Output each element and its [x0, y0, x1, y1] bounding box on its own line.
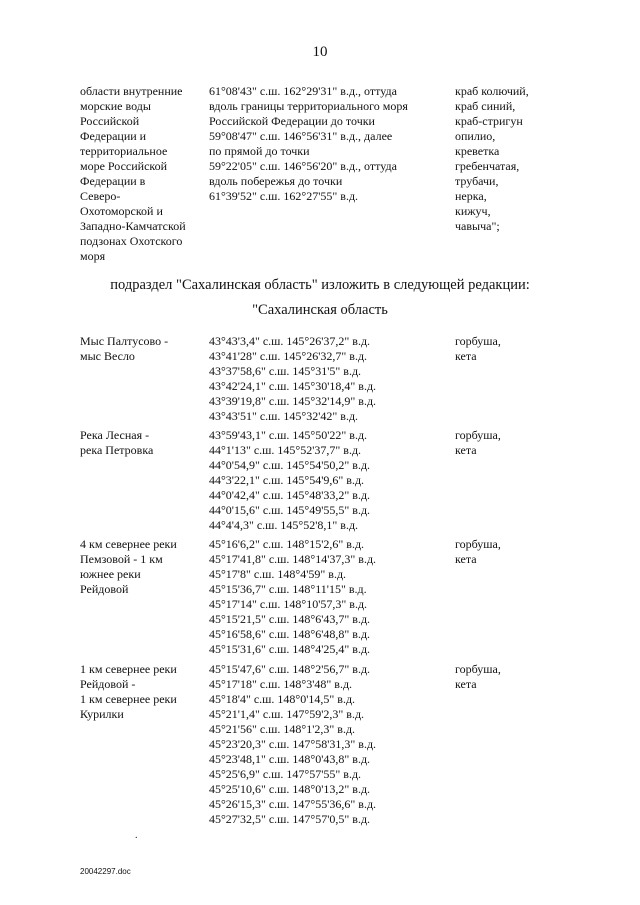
coord-line: по прямой до точки [209, 144, 310, 158]
footer-filename: 20042297.doc [80, 867, 131, 876]
coords-cell [209, 334, 376, 424]
area-line: Российской [80, 114, 140, 128]
species-cell [455, 334, 501, 364]
coord-line: 45°25'6,9" с.ш. 147°57'55" в.д. [209, 767, 362, 781]
coord-line: 43°43'3,4" с.ш. 145°26'37,2" в.д. [209, 334, 371, 348]
coord-line: 43°41'28" с.ш. 145°26'32,7" в.д. [209, 349, 368, 363]
coord-line: 44°0'15,6" с.ш. 145°49'55,5" в.д. [209, 503, 371, 517]
area-line: Охотоморской и [80, 204, 163, 218]
coord-line: вдоль границы территориального моря [209, 99, 408, 113]
area-cell [80, 334, 168, 364]
area-line: море Российской [80, 159, 168, 173]
area-line: 4 км севернее реки [80, 537, 177, 551]
coord-line: 45°17'41,8" с.ш. 148°14'37,3" в.д. [209, 552, 377, 566]
coord-line: 45°18'4" с.ш. 148°0'14,5" в.д. [209, 692, 356, 706]
coord-line: вдоль побережья до точки [209, 174, 343, 188]
section-title: "Сахалинская область [252, 302, 388, 318]
area-line: Рейдовой [80, 582, 129, 596]
area-line: морские воды [80, 99, 151, 113]
coords-cell [209, 428, 370, 533]
coord-line: 44°0'54,9" с.ш. 145°54'50,2" в.д. [209, 458, 371, 472]
coord-line: 45°21'56" с.ш. 148°1'2,3" в.д. [209, 722, 356, 736]
coord-line: 45°15'21,5" с.ш. 148°6'43,7" в.д. [209, 612, 371, 626]
species-cell [455, 662, 501, 692]
area-line: Курилки [80, 707, 124, 721]
area-line: области внутренние [80, 84, 183, 98]
coord-line: 44°3'22,1" с.ш. 145°54'9,6" в.д. [209, 473, 365, 487]
species-line: гребенчатая, [455, 159, 520, 173]
species-line: краб колючий, [455, 84, 529, 98]
species-cell [455, 537, 501, 567]
coord-line: 45°16'58,6" с.ш. 148°6'48,8" в.д. [209, 627, 371, 641]
area-line: Мыс Палтусово - [80, 334, 169, 348]
coord-line: 59°08'47" с.ш. 146°56'31" в.д., далее [209, 129, 393, 143]
species-line: нерка, [455, 189, 487, 203]
coord-line: 43°39'19,8" с.ш. 145°32'14,9" в.д. [209, 394, 377, 408]
coord-line: 45°21'1,4" с.ш. 147°59'2,3" в.д. [209, 707, 365, 721]
area-line: 1 км севернее реки [80, 662, 177, 676]
area-line: Северо- [80, 189, 121, 203]
species-line: трубачи, [455, 174, 499, 188]
area-line: Федерации в [80, 174, 146, 188]
coord-line: 44°0'42,4" с.ш. 145°48'33,2" в.д. [209, 488, 371, 502]
amendment-intro: подраздел "Сахалинская область" изложить в следующей редакции: [110, 277, 530, 293]
coord-line: 43°42'24,1" с.ш. 145°30'18,4" в.д. [209, 379, 377, 393]
top-area-cell [80, 84, 186, 264]
coords-cell [209, 662, 376, 827]
area-line: 1 км севернее реки [80, 692, 177, 706]
coord-line: 45°23'48,1" с.ш. 148°0'43,8" в.д. [209, 752, 371, 766]
species-line: креветка [455, 144, 500, 158]
area-line: Река Лесная - [80, 428, 150, 442]
coord-line: 45°16'6,2" с.ш. 148°15'2,6" в.д. [209, 537, 365, 551]
species-line: горбуша, [455, 537, 501, 551]
species-line: горбуша, [455, 662, 501, 676]
coord-line: 45°15'36,7" с.ш. 148°11'15" в.д. [209, 582, 367, 596]
area-cell [80, 428, 153, 458]
coord-line: 45°17'18" с.ш. 148°3'48" в.д. [209, 677, 353, 691]
coords-cell [209, 537, 376, 657]
coord-line: 61°08'43" с.ш. 162°29'31" в.д., оттуда [209, 84, 397, 98]
species-line: краб-стригун [455, 114, 523, 128]
coord-line: 44°4'4,3" с.ш. 145°52'8,1" в.д. [209, 518, 359, 532]
area-line: Западно-Камчатской [80, 219, 186, 233]
coord-line: 59°22'05" с.ш. 146°56'20" в.д., оттуда [209, 159, 397, 173]
species-line: кижуч, [455, 204, 491, 218]
coord-line: 61°39'52" с.ш. 162°27'55" в.д. [209, 189, 359, 203]
top-species-cell [455, 84, 529, 234]
coord-line: Российской Федерации до точки [209, 114, 375, 128]
area-line: подзонах Охотского [80, 234, 183, 248]
area-line: Федерации и [80, 129, 147, 143]
species-line: горбуша, [455, 334, 501, 348]
area-line: моря [80, 249, 106, 263]
area-line: Пемзовой - 1 км [80, 552, 163, 566]
species-line: кета [455, 552, 477, 566]
coord-line: 45°15'47,6" с.ш. 148°2'56,7" в.д. [209, 662, 371, 676]
species-line: горбуша, [455, 428, 501, 442]
coord-line: 45°15'31,6" с.ш. 148°4'25,4" в.д. [209, 642, 371, 656]
area-cell [80, 662, 177, 722]
coord-line: 43°37'58,6" с.ш. 145°31'5" в.д. [209, 364, 362, 378]
coord-line: 45°23'20,3" с.ш. 147°58'31,3" в.д. [209, 737, 377, 751]
species-line: кета [455, 443, 477, 457]
top-coords-cell [209, 84, 408, 204]
species-line: кета [455, 677, 477, 691]
coord-line: 45°17'14" с.ш. 148°10'57,3" в.д. [209, 597, 368, 611]
area-line: южнее реки [80, 567, 141, 581]
stray-mark: . [135, 830, 138, 841]
area-line: река Петровка [80, 443, 154, 457]
coord-line: 44°1'13" с.ш. 145°52'37,7" в.д. [209, 443, 362, 457]
area-line: Рейдовой - [80, 677, 136, 691]
species-line: кета [455, 349, 477, 363]
species-cell [455, 428, 501, 458]
species-line: опилио, [455, 129, 496, 143]
area-line: мыс Весло [80, 349, 135, 363]
coord-line: 45°17'8" с.ш. 148°4'59" в.д. [209, 567, 347, 581]
area-line: территориальное [80, 144, 168, 158]
page-number: 10 [312, 44, 328, 60]
coord-line: 43°43'51" с.ш. 145°32'42" в.д. [209, 409, 359, 423]
coord-line: 45°25'10,6" с.ш. 148°0'13,2" в.д. [209, 782, 371, 796]
species-line: чавыча"; [455, 219, 500, 233]
area-cell [80, 537, 177, 597]
coord-line: 45°27'32,5" с.ш. 147°57'0,5" в.д. [209, 812, 371, 826]
coord-line: 45°26'15,3" с.ш. 147°55'36,6" в.д. [209, 797, 377, 811]
coord-line: 43°59'43,1" с.ш. 145°50'22" в.д. [209, 428, 368, 442]
species-line: краб синий, [455, 99, 516, 113]
